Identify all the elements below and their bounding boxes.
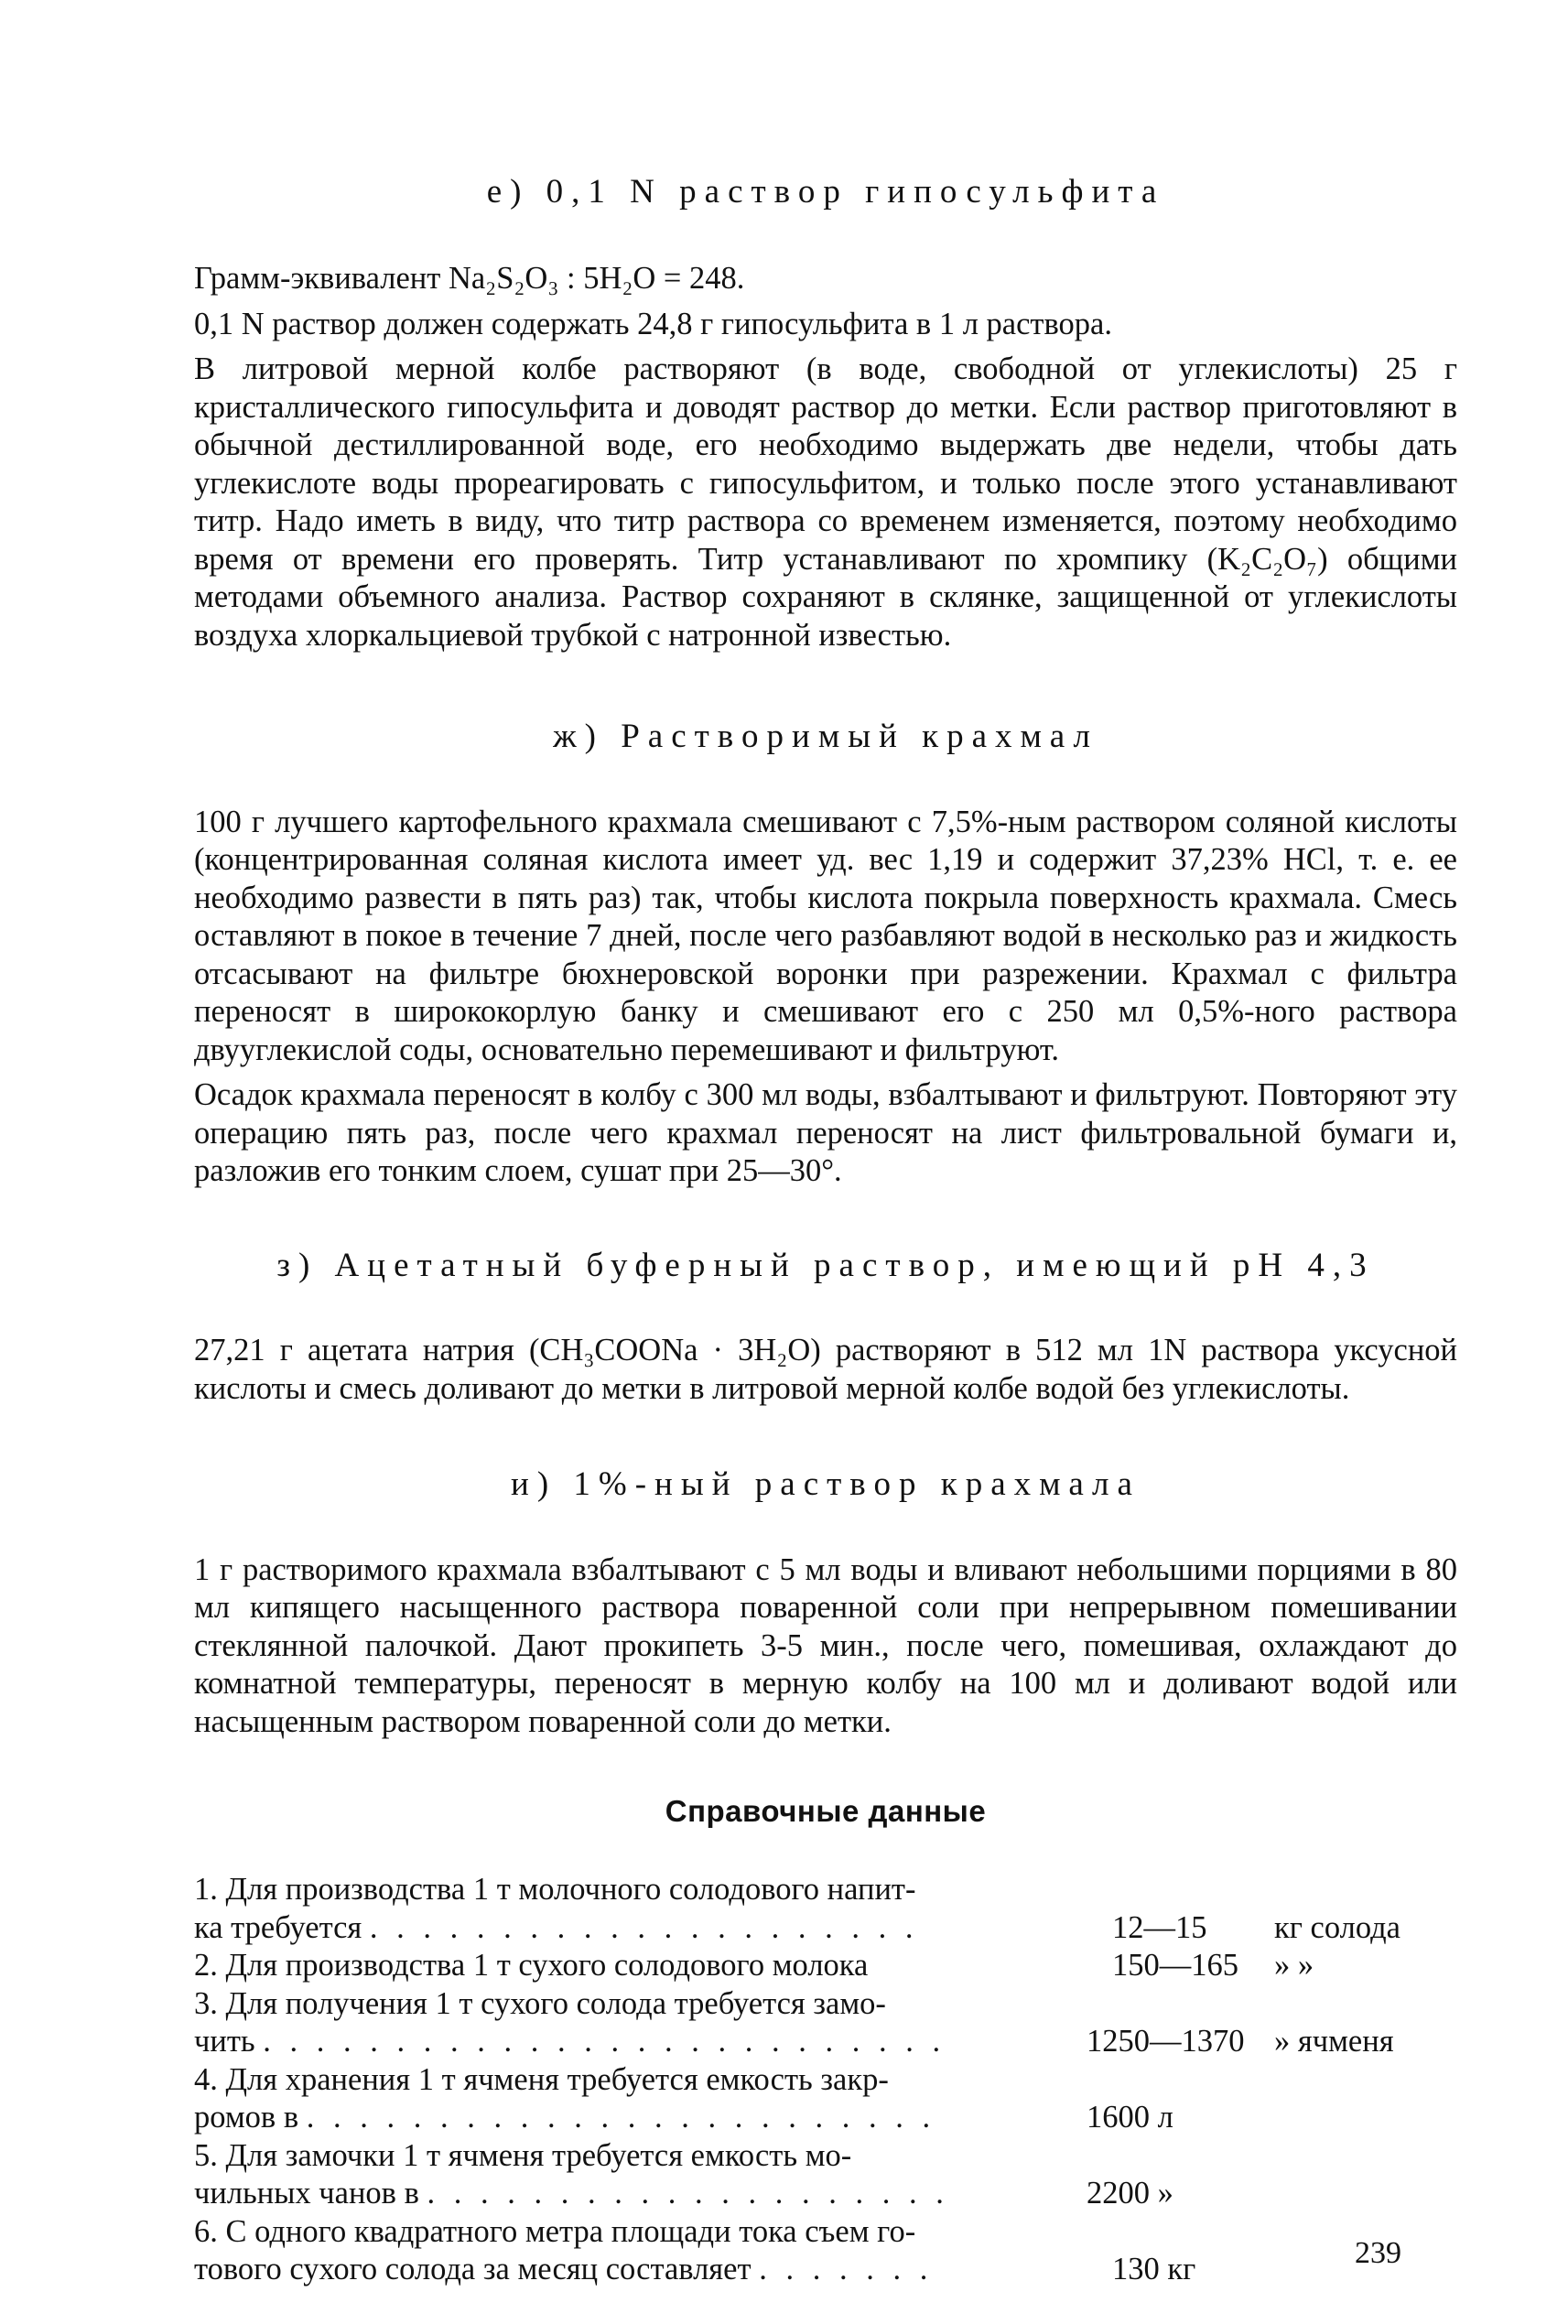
leader-dots: . . . . . . . . . . . . . . . . . . . . . . . . . . <box>263 2024 946 2059</box>
reference-item-unit: » » <box>1274 1948 1314 1984</box>
reference-item-quantity: 1250—1370 <box>1087 2024 1245 2059</box>
leader-dots: . . . . . . . . . . . . . . . . . . . . . . . . <box>306 2100 936 2135</box>
paragraph-e-2: 0,1 N раствор должен содержать 24,8 г гипосульфита в 1 л раствора. <box>194 306 1112 341</box>
reference-item-text: чильных чанов в <box>194 2176 419 2211</box>
reference-item-line <box>194 2099 1457 2137</box>
paragraph-z-1: 27,21 г ацетата натрия (CH₃COONa · 3H₂O) растворяют в 512 мл 1N раствора уксусной кислоты и смесь доливают до метки в литровой мерной колбе водой без углекислоты. <box>194 1333 1457 1406</box>
reference-item-text: чить <box>194 2024 255 2059</box>
section-heading-zh: ж) Растворимый крахмал <box>553 718 1098 756</box>
reference-item-quantity: 150—165 <box>1112 1948 1238 1984</box>
reference-item-quantity: 1600 л <box>1087 2100 1173 2135</box>
reference-item-quantity: 130 кг <box>1112 2252 1196 2287</box>
reference-item-text: ромов в <box>194 2100 299 2135</box>
reference-item-line: 4. Для хранения 1 т ячменя требуется емкость закр- <box>194 2061 889 2097</box>
reference-item-line: 5. Для замочки 1 т ячменя требуется емкость мо- <box>194 2137 852 2173</box>
reference-item-3 <box>194 1985 1457 2061</box>
page-content <box>194 172 1457 2289</box>
leader-dots: . . . . . . . <box>759 2252 934 2287</box>
reference-item-4 <box>194 2061 1457 2137</box>
reference-item-line: 1. Для производства 1 т молочного солодового напит- <box>194 1872 916 1908</box>
reference-item-quantity: 2200 » <box>1087 2176 1173 2211</box>
reference-item-text: ка требуется <box>194 1909 362 1945</box>
reference-item-line <box>194 2023 1457 2061</box>
leader-dots: . . . . . . . . . . . . . . . . . . . . <box>427 2176 949 2211</box>
reference-item-5 <box>194 2137 1457 2213</box>
paragraph-i-1: 1 г растворимого крахмала взбалтывают с 5 мл воды и вливают небольшими порциями в 80 мл кипящего насыщенного раствора поваренной соли при непрерывном помешивании стеклянной палочкой. Дают прокипеть 3-5 мин., после чего, помешивая, охлаждают до комнатной температуры, переносят в мерную колбу на 100 мл и доливают водой или насыщенным раствором поваренной соли до метки. <box>194 1551 1457 1739</box>
reference-item-2 <box>194 1947 1457 1985</box>
reference-item-line <box>194 1909 1457 1948</box>
reference-item-6 <box>194 2213 1457 2289</box>
reference-item-line: 6. С одного квадратного метра площади тока съем го- <box>194 2213 916 2249</box>
section-heading-i: и) 1%-ный раствор крахмала <box>511 1465 1141 1504</box>
section-heading-e: е) 0,1 N раствор гипосульфита <box>486 173 1165 211</box>
page-number: 239 <box>1355 2236 1401 2270</box>
section-heading-z: з) Ацетатный буферный раствор, имеющий pH 4,3 <box>276 1246 1375 1284</box>
reference-item-1 <box>194 1871 1457 1947</box>
reference-item-text: 2. Для производства 1 т сухого солодового молока <box>194 1948 869 1984</box>
reference-item-line <box>194 1947 1457 1985</box>
reference-item-unit: » ячменя <box>1274 2024 1394 2059</box>
reference-item-line: 3. Для получения 1 т сухого солода требуется замо- <box>194 1985 886 2021</box>
reference-item-unit: кг солода <box>1274 1909 1400 1945</box>
reference-item-quantity: 12—15 <box>1112 1909 1207 1945</box>
leader-dots: . . . . . . . . . . . . . . . . . . . . . <box>369 1909 919 1945</box>
paragraph-zh-2: Осадок крахмала переносят в колбу с 300 мл воды, взбалтывают и фильтруют. Повторяют эту операцию пять раз, после чего крахмал переносят на лист фильтровальной бумаги и, разложив его тонким слоем, сушат при 25—30°. <box>194 1077 1457 1189</box>
reference-item-line <box>194 2251 1457 2289</box>
paragraph-e-3: В литровой мерной колбе растворяют (в воде, свободной от углекислоты) 25 г кристаллического гипосульфита и доводят раствор до метки. Если раствор приготовляют в обычной дестиллированной воде, его необходимо выдержать две недели, чтобы дать углекислоте воды прореагировать с гипосульфитом, и только после этого устанавливают титр. Надо иметь в виду, что титр раствора со временем изменяется, поэтому необходимо время от времени его проверять. Титр устанавливают по хромпику (K₂C₂O₇) общими методами объемного анализа. Раствор сохраняют в склянке, защищенной от углекислоты воздуха хлоркальциевой трубкой с натронной известью. <box>194 351 1457 653</box>
reference-item-line <box>194 2175 1457 2213</box>
paragraph-zh-1: 100 г лучшего картофельного крахмала смешивают с 7,5%-ным раствором соляной кислоты (концентрированная соляная кислота имеет уд. вес 1,19 и содержит 37,23% HCl, т. е. ее необходимо развести в пять раз) так, чтобы кислота покрыла поверхность крахмала. Смесь оставляют в покое в течение 7 дней, после чего разбавляют водой в несколько раз и жидкость отсасывают на фильтре бюхнеровской воронки при разрежении. Крахмал с фильтра переносят в ширококорлую банку и смешивают его с 250 мл 0,5%-ного раствора двууглекислой соды, основательно перемешивают и фильтруют. <box>194 804 1457 1067</box>
reference-title: Справочные данные <box>665 1794 987 1829</box>
paragraph-e-1: Грамм-эквивалент Na₂S₂O₃ : 5H₂O = 248. <box>194 261 745 297</box>
reference-item-text: тового сухого солода за месяц составляет <box>194 2252 752 2287</box>
reference-list <box>194 1871 1457 2289</box>
